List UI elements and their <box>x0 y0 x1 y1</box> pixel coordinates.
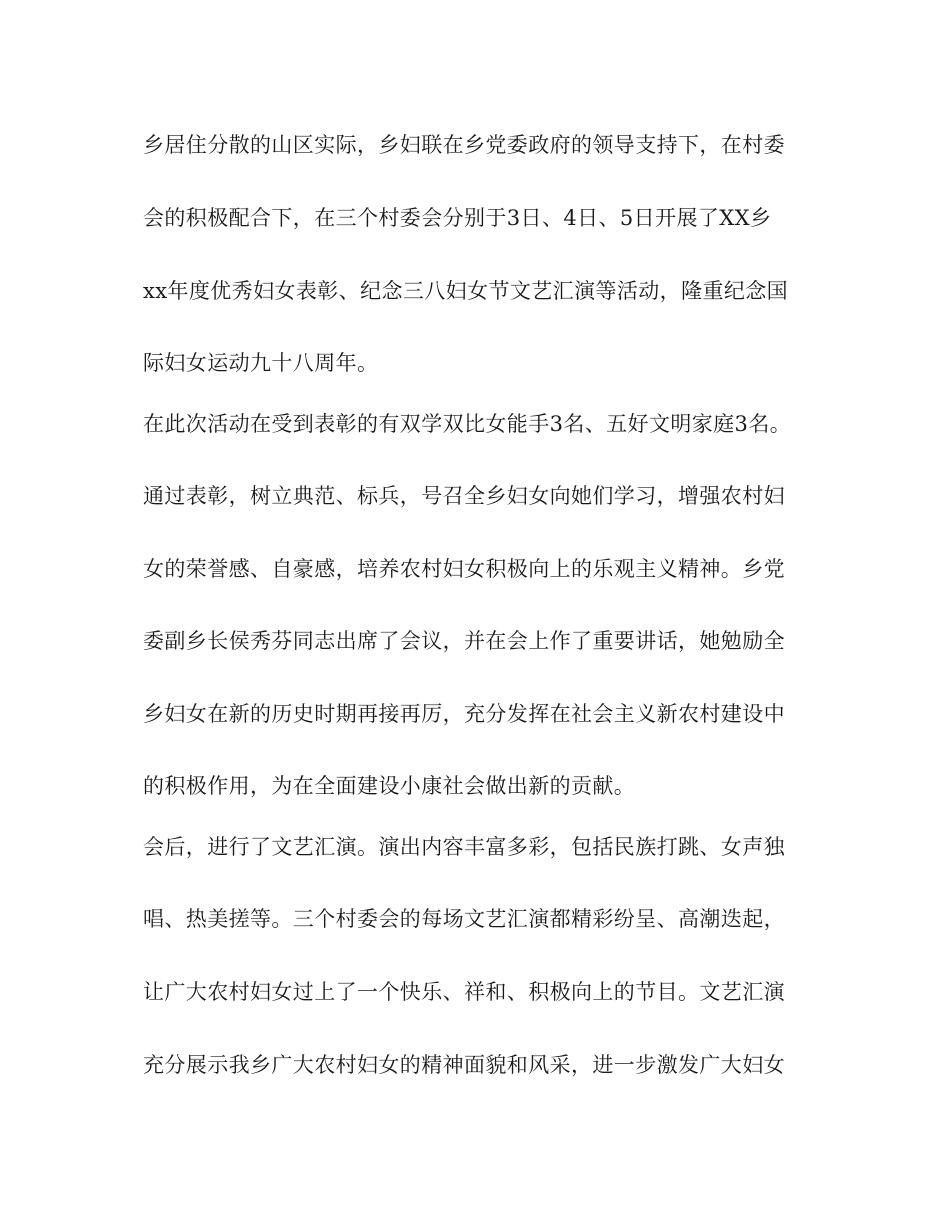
text-line: 在此次活动在受到表彰的有双学双比女能手3名、五好文明家庭3名。 <box>143 412 792 436</box>
text-line: 乡居住分散的山区实际，乡妇联在乡党委政府的领导支持下，在村委 <box>143 133 785 157</box>
text-line: 女的荣誉感、自豪感，培养农村妇女积极向上的乐观主义精神。乡党 <box>143 557 785 581</box>
text-line: 充分展示我乡广大农村妇女的精神面貌和风采，进一步激发广大妇女 <box>143 1053 785 1077</box>
text-line: 的积极作用，为在全面建设小康社会做出新的贡献。 <box>143 774 636 798</box>
text-line: 际妇女运动九十八周年。 <box>143 351 379 375</box>
text-line: 让广大农村妇女过上了一个快乐、祥和、积极向上的节目。文艺汇演 <box>143 980 785 1004</box>
text-line: 会后，进行了文艺汇演。演出内容丰富多彩，包括民族打跳、女声独 <box>143 835 785 859</box>
text-line: xx年度优秀妇女表彰、纪念三八妇女节文艺汇演等活动，隆重纪念国 <box>143 279 789 303</box>
text-line: 乡妇女在新的历史时期再接再厉，充分发挥在社会主义新农村建设中 <box>143 702 785 726</box>
text-line: 委副乡长侯秀芬同志出席了会议，并在会上作了重要讲话，她勉励全 <box>143 629 785 653</box>
text-line: 唱、热美搓等。三个村委会的每场文艺汇演都精彩纷呈、高潮迭起， <box>143 907 785 931</box>
text-line: 会的积极配合下，在三个村委会分别于3日、4日、5日开展了XX乡 <box>143 206 772 230</box>
text-line: 通过表彰，树立典范、标兵，号召全乡妇女向她们学习，增强农村妇 <box>143 484 785 508</box>
